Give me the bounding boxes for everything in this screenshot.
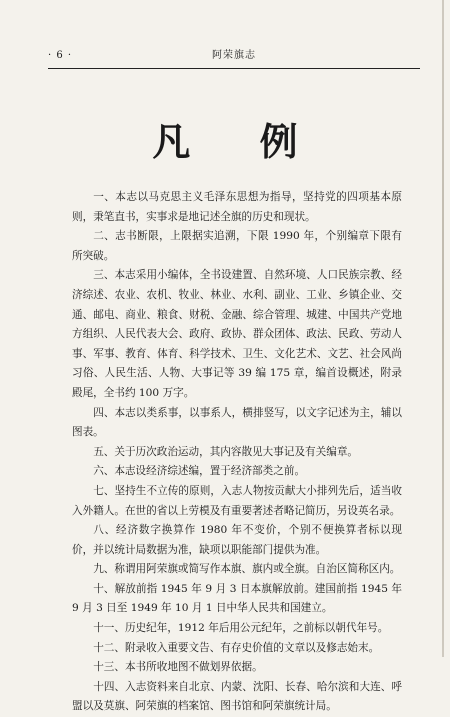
paragraph: 九、称谓用阿荣旗或简写作本旗、旗内或全旗。自治区简称区内。	[93, 563, 401, 576]
paragraph: 八、经济数字换算作 1980 年不变价，个别不便换算者标以现价，并以统计局数据为准，缺项以职能部门提供为准。	[72, 524, 402, 556]
running-title: 阿荣旗志	[212, 50, 256, 61]
page-number: · 6 ·	[48, 50, 73, 61]
paragraph: 十一、历史纪年，1912 年后用公元纪年，之前标以朝代年号。	[93, 622, 389, 635]
header-rule	[48, 68, 420, 69]
paragraph: 十、解放前指 1945 年 9 月 3 日本旗解放前。建国前指 1945 年 9 月 3 日至 1949 年 10 月 1 日中华人民共和国建立。	[72, 582, 402, 615]
paragraph: 四、本志以类系事，以事系人，横排竖写，以文字记述为主，辅以图表。	[72, 406, 402, 439]
paragraph: 七、坚持生不立传的原则，入志人物按贡献大小排列先后，适当收入外籍人。在世的省以上劳模及有重要著述者略记简历，另设英名录。	[72, 484, 402, 517]
paragraph: 五、关于历次政治运动，其内容散见大事记及有关编章。	[93, 445, 359, 458]
page-title: 凡 例	[152, 119, 326, 164]
paragraph: 十四、入志资料来自北京、内蒙、沈阳、长春、哈尔滨和大连、呼盟以及莫旗、阿荣旗的档案馆、图书馆和阿荣旗统计局。	[72, 680, 402, 713]
paragraph: 三、本志采用小编体，全书设建置、自然环境、人口民族宗教、经济综述、农业、农机、牧业、林业、水利、副业、工业、乡镇企业、交通、邮电、商业、粮食、财税、金融、综合管理、城建、中国共产党地方组织、人民代表大会、政府、政协、群众团体、政法、民政、劳动人事、军事、教育、体育、科学技术、卫生、文化艺术、文艺、社会风尚习俗、人民生活、人物、大事记等 39 编 175 章，编首设概述，附录殿尾，全书约 100 万字。	[72, 269, 402, 399]
paragraph: 一、本志以马克思主义毛泽东思想为指导，坚持党的四项基本原则，秉笔直书，实事求是地记述全旗的历史和现状。	[72, 191, 402, 223]
paragraph: 六、本志设经济综述编，置于经济部类之前。	[93, 465, 306, 478]
paragraph: 十二、附录收入重要文告、有存史价值的文章以及修志始末。	[93, 641, 380, 654]
paragraph: 十三、本书所收地图不做划界依据。	[93, 661, 263, 674]
body-text	[72, 188, 402, 717]
page-header	[48, 48, 420, 64]
page-edge-shadow	[442, 0, 444, 657]
paragraph: 二、志书断限，上限据实追溯，下限 1990 年，个别编章下限有所突破。	[72, 230, 402, 262]
